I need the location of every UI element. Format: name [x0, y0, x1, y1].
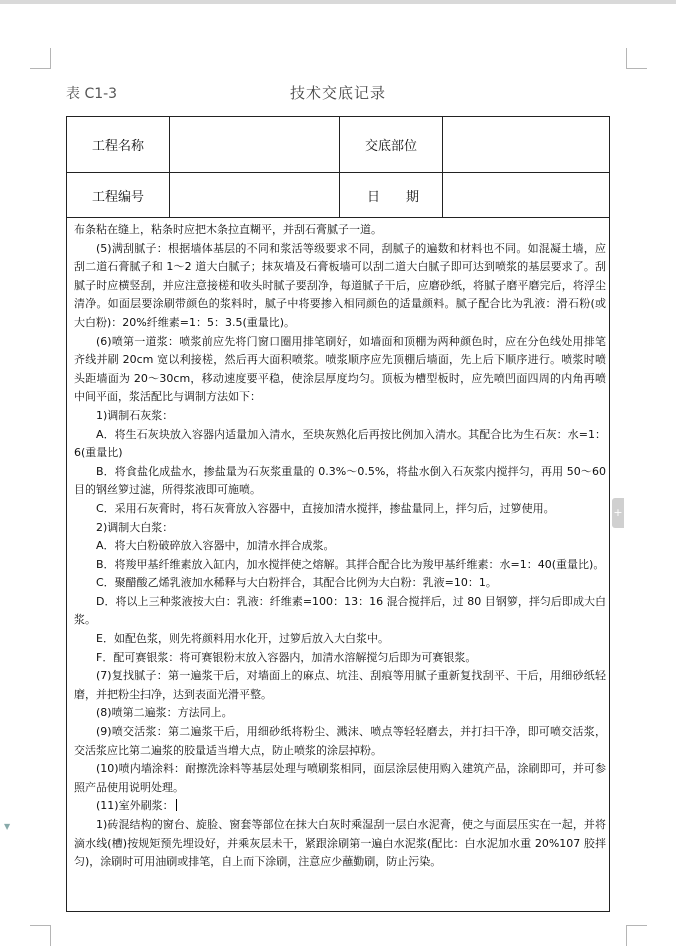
paragraph: D．将以上三种浆液按大白：乳液：纤维素=100：13：16 混合搅拌后，过 80 目钢箩，拌匀后即成大白浆。	[74, 594, 606, 627]
paragraph: B．将羧甲基纤维素放入缸内，加水搅拌使之熔解。其拌合配合比为羧甲基纤维素：水=1：40(重量比)。	[96, 557, 605, 571]
paragraph-with-cursor	[74, 797, 606, 816]
paragraph: 布条粘在缝上，粘条时应把木条拉直糊平，并刮石膏腻子一道。	[74, 223, 382, 236]
form-number: 表 C1-3	[66, 86, 118, 102]
margin-corner-mark	[626, 925, 647, 946]
paragraph: (10)喷内墙涂料：耐擦洗涂料等基层处理与喷刷浆相同，面层涂层使用购入建筑产品，涂刷即可，并可参照产品使用说明处理。	[74, 762, 606, 794]
project-name-label: 工程名称	[92, 139, 145, 154]
record-table	[66, 116, 610, 912]
text-cursor	[176, 799, 177, 811]
paragraph: C．聚醋酸乙烯乳液加水稀释与大白粉拌合，其配合比例为大白粉：乳液=10：1。	[96, 576, 497, 590]
margin-corner-mark	[30, 48, 51, 69]
paragraph: 1)调制石灰浆：	[96, 408, 174, 422]
document-title: 技术交底记录	[289, 84, 386, 102]
paragraph: (9)喷交活浆：第二遍浆干后，用细砂纸将粉尘、溅沫、喷点等轻轻磨去，并打扫干净，即可喷交活浆，交活浆应比第二遍浆的胶量适当增大点，防止喷浆的涂层掉粉。	[74, 725, 606, 757]
table-divider	[442, 117, 443, 217]
project-no-label: 工程编号	[92, 190, 145, 205]
table-divider	[339, 117, 340, 217]
expand-panel-button[interactable]	[612, 498, 624, 528]
location-label: 交底部位	[365, 139, 418, 154]
paragraph: C．采用石灰膏时，将石灰膏放入容器中，直接加清水搅拌，掺盐量同上，拌匀后，过箩使用。	[96, 501, 555, 515]
margin-corner-mark	[30, 925, 51, 946]
paragraph: (5)满刮腻子：根据墙体基层的不同和浆活等级要求不同，刮腻子的遍数和材料也不同。如混凝土墙，应刮二道石膏腻子和 1～2 道大白腻子；抹灰墙及石膏板墙可以刮二道大白腻子即可达到喷浆的基层要求了。刮腻子时应横竖刮，并应注意接槎和收头时腻子要刮净，每道腻子干后，应磨砂纸，将腻子磨平磨完后，将浮尘清净。如面层要涂刷带颜色的浆料时，腻子中将要掺入相同颜色的适量颜料。腻子配合比为乳液：滑石粉(或大白粉)：20%纤维素=1：5：3.5(重量比)。	[74, 241, 606, 329]
paragraph-text: (11)室外刷浆：	[96, 799, 174, 813]
expand-icon: +	[613, 506, 623, 519]
paragraph: 2)调制大白浆：	[96, 520, 174, 534]
paragraph: (7)复找腻子：第一遍浆干后，对墙面上的麻点、坑洼、刮痕等用腻子重新复找刮平、干后，用细砂纸轻磨，并把粉尘扫净，达到表面光滑平整。	[74, 669, 606, 701]
paragraph: B．将食盐化成盐水，掺盐量为石灰浆重量的 0.3%～0.5%，将盐水倒入石灰浆内搅拌匀，再用 50～60 目的钢丝箩过滤，所得浆液即可施喷。	[74, 464, 606, 497]
paragraph: E．如配色浆，则先将颜料用水化开，过箩后放入大白浆中。	[96, 632, 389, 646]
window-top-strip	[0, 0, 676, 4]
table-divider	[67, 217, 609, 218]
paragraph: F．配可赛银浆：将可赛银粉末放入容器内，加清水溶解搅匀后即为可赛银浆。	[96, 650, 477, 664]
paragraph: (6)喷第一道浆：喷浆前应先将门窗口圈用排笔刷好，如墙面和顶棚为两种颜色时，应在分色线处用排笔齐线并刷 20cm 宽以利接槎，然后再大面积喷浆。喷浆顺序应先顶棚后墙面，先上后下顺序进行。喷浆时喷头距墙面为 20～30cm，移动速度要平稳，使涂层厚度均匀。顶板为槽型板时，应先喷凹面四周的内角再喷中间平面，浆活配比与调制方法如下：	[74, 334, 606, 404]
paragraph: 1)砖混结构的窗台、旋脸、窗套等部位在抹大白灰时乘湿刮一层白水泥膏，使之与面层压实在一起，并将滴水线(槽)按规矩预先埋设好，并乘灰层未干，紧跟涂刷第一遍白水泥浆(配比：白水泥加水重 20%107 胶拌匀)，涂刷时可用油刷或排笔，自上而下涂刷，注意应少蘸勤刷，防止污染。	[74, 818, 606, 869]
table-divider	[169, 117, 170, 217]
margin-corner-mark	[626, 48, 647, 69]
paragraph: A．将大白粉破碎放入容器中，加清水拌合成浆。	[96, 539, 335, 553]
date-label: 日 期	[367, 190, 420, 205]
table-divider	[67, 172, 609, 173]
collapse-arrow-icon[interactable]: ▼	[4, 822, 11, 831]
disclosure-content[interactable]	[74, 221, 606, 872]
paragraph: (8)喷第二遍浆：方法同上。	[96, 706, 233, 720]
paragraph: A．将生石灰块放入容器内适量加入清水，至块灰熟化后再按比例加入清水。其配合比为生石灰：水=1：6(重量比)	[74, 427, 606, 460]
